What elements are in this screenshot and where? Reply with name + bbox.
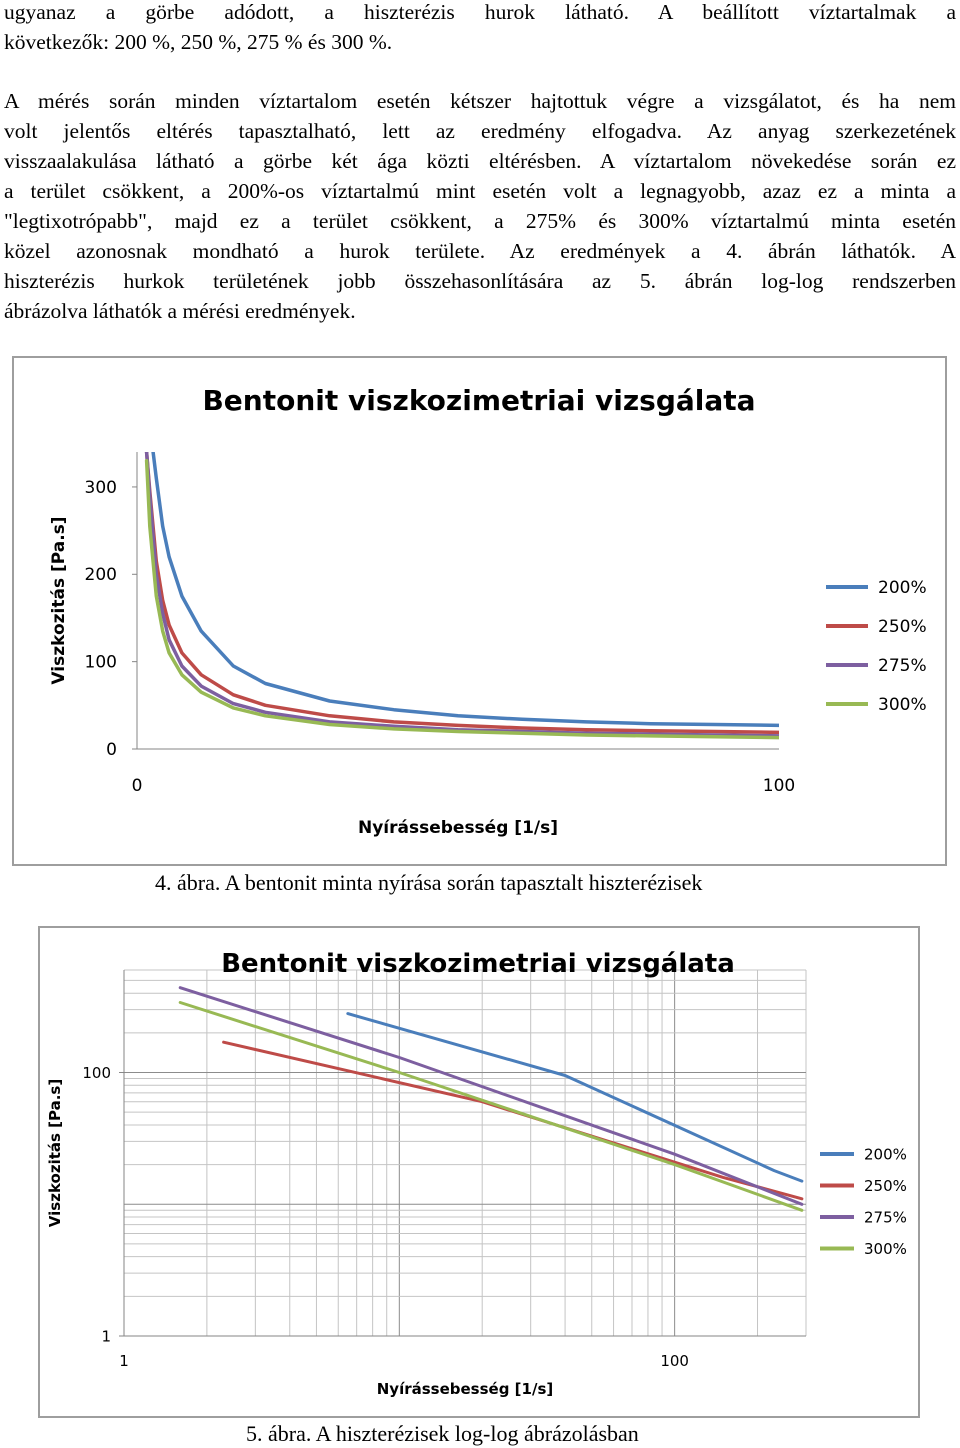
y-tick-label: 100 bbox=[82, 1063, 111, 1082]
text-line: ugyanaz a görbe adódott, a hiszterézis hurok látható. A beállított víztartalmak a bbox=[4, 0, 956, 24]
paragraph-results bbox=[4, 86, 956, 326]
series-line bbox=[147, 452, 779, 732]
x-tick-label: 1 bbox=[119, 1352, 129, 1370]
chart-title: Bentonit viszkozimetriai vizsgálata bbox=[202, 384, 756, 417]
legend-label: 200% bbox=[878, 578, 927, 599]
x-axis-label: Nyírássebesség [1/s] bbox=[376, 1380, 554, 1398]
legend-label: 250% bbox=[864, 1176, 907, 1195]
legend-label: 250% bbox=[878, 617, 927, 638]
chart-figure-4 bbox=[12, 356, 947, 866]
chart-title: Bentonit viszkozimetriai vizsgálata bbox=[221, 949, 735, 979]
legend-label: 200% bbox=[864, 1145, 907, 1164]
chart-loglog bbox=[40, 928, 918, 1416]
text-line: "legtixotrópabb", majd ez a terület csökkent, a 275% és 300% víztartalmú minta esetén bbox=[4, 209, 956, 233]
text-line: következők: 200 %, 250 %, 275 % és 300 %. bbox=[4, 30, 393, 54]
text-line: volt jelentős eltérés tapasztalható, lett az eredmény elfogadva. Az anyag szerkezetének bbox=[4, 119, 956, 143]
legend-label: 300% bbox=[878, 695, 927, 716]
y-tick-label: 1 bbox=[101, 1327, 111, 1346]
paragraph-intro bbox=[4, 0, 956, 57]
chart-figure-5 bbox=[38, 926, 920, 1418]
text-line: A mérés során minden víztartalom esetén kétszer hajtottuk végre a vizsgálatot, és ha nem bbox=[4, 89, 956, 113]
y-tick-label: 200 bbox=[84, 565, 117, 586]
series-line bbox=[153, 452, 779, 725]
series-line bbox=[147, 452, 779, 736]
legend-label: 275% bbox=[878, 656, 927, 677]
chart-linear bbox=[14, 358, 945, 864]
x-tick-label: 100 bbox=[762, 776, 796, 796]
figure-caption-5: 5. ábra. A hiszterézisek log-log ábrázolásban bbox=[246, 1421, 639, 1446]
x-tick-label: 100 bbox=[660, 1352, 689, 1370]
series-line bbox=[348, 1014, 802, 1182]
text-line: ábrázolva láthatók a mérési eredmények. bbox=[4, 299, 356, 323]
legend-label: 300% bbox=[864, 1239, 907, 1258]
figure-caption-4: 4. ábra. A bentonit minta nyírása során tapasztalt hiszterézisek bbox=[155, 870, 703, 895]
y-tick-label: 300 bbox=[84, 477, 117, 498]
y-tick-label: 100 bbox=[84, 652, 117, 673]
x-axis-label: Nyírássebesség [1/s] bbox=[357, 818, 559, 838]
y-tick-label: 0 bbox=[106, 739, 117, 760]
y-axis-label: Viszkozitás [Pa.s] bbox=[46, 1078, 64, 1228]
series-line bbox=[180, 1003, 802, 1211]
text-line: a terület csökkent, a 200%-os víztartalmú mint esetén volt a legnagyobb, azaz ez a minta a bbox=[4, 179, 956, 203]
series-line bbox=[224, 1042, 802, 1199]
legend-label: 275% bbox=[864, 1208, 907, 1227]
text-line: visszaalakulása látható a görbe két ága közti eltérésben. A víztartalom növekedése során ez bbox=[4, 149, 956, 173]
y-axis-label: Viszkozitás [Pa.s] bbox=[49, 516, 69, 685]
x-tick-label: 0 bbox=[131, 776, 143, 796]
text-line: közel azonosnak mondható a hurok területe. Az eredmények a 4. ábrán láthatók. A bbox=[4, 239, 956, 263]
text-line: hiszterézis hurkok területének jobb összehasonlítására az 5. ábrán log-log rendszerben bbox=[4, 269, 956, 293]
